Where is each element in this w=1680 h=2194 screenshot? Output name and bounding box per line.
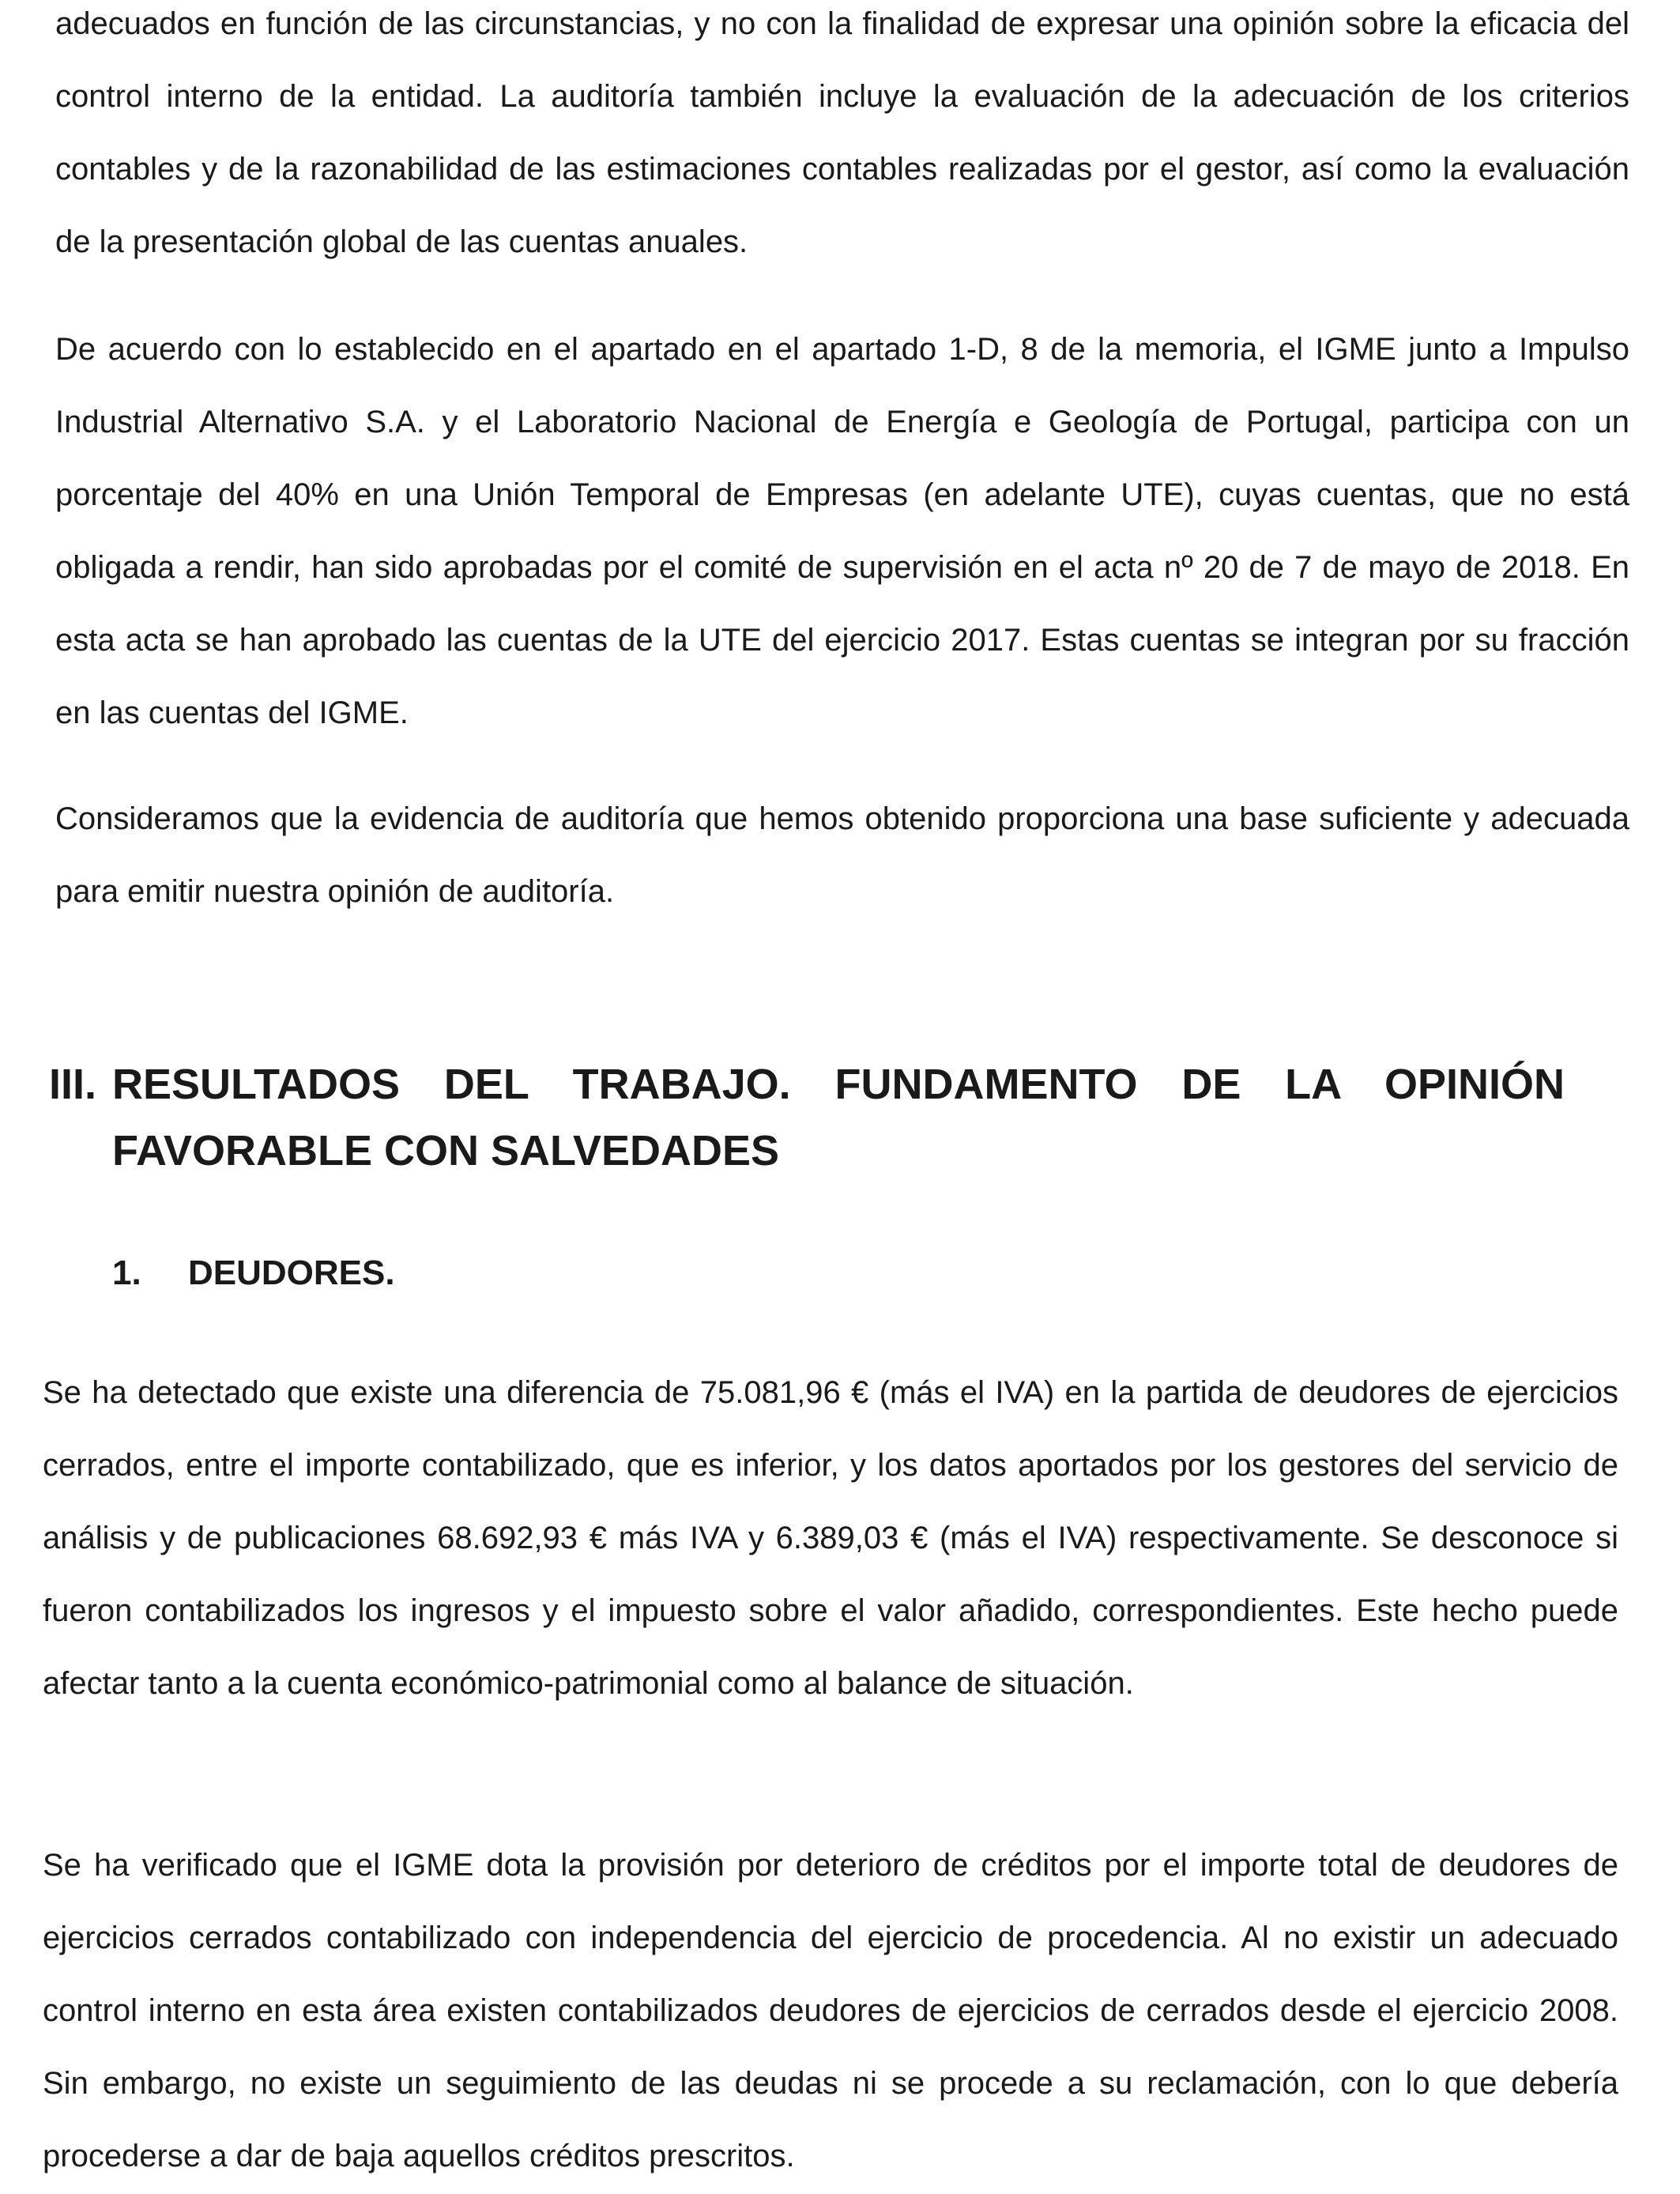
paragraph-deudores-difference: Se ha detectado que existe una diferencia de 75.081,96 € (más el IVA) en la partida de deudores de ejercicios cerrados, entre el importe contabilizado, que es inferior, y los datos aportados por los gestores del servicio de análisis y de publicaciones 68.692,93 € más IVA y 6.389,03 € (más el IVA) respectivamente. Se desconoce si fueron contabilizados los ingresos y el impuesto sobre el valor añadido, correspondientes. Este hecho puede afectar tanto a la cuenta económico-patrimonial como al balance de situación. xyxy=(43,1375,1618,1701)
section-title: RESULTADOS DEL TRABAJO. FUNDAMENTO DE LA OPINIÓN FAVORABLE CON SALVEDADES xyxy=(112,1061,1565,1174)
paragraph-ute: De acuerdo con lo establecido en el apartado en el apartado 1-D, 8 de la memoria, el IGME junto a Impulso Industrial Alternativo S.A. y el Laboratorio Nacional de Energía e Geología de Portugal, participa con un porcentaje del 40% en una Unión Temporal de Empresas (en adelante UTE), cuyas cuentas, que no está obligada a rendir, han sido aprobadas por el comité de supervisión en el acta nº 20 de 7 de mayo de 2018. En esta acta se han aprobado las cuentas de la UTE del ejercicio 2017. Estas cuentas se integran por su fracción en las cuentas del IGME. xyxy=(55,332,1629,730)
subsection-title: DEUDORES. xyxy=(188,1253,395,1292)
subsection-number: 1. xyxy=(112,1253,141,1292)
section-number: III. xyxy=(49,1061,97,1108)
paragraph-evidence: Consideramos que la evidencia de auditoría que hemos obtenido proporciona una base suficiente y adecuada para emitir nuestra opinión de auditoría. xyxy=(55,801,1629,909)
paragraph-deudores-provision: Se ha verificado que el IGME dota la provisión por deterioro de créditos por el importe total de deudores de ejercicios cerrados contabilizado con independencia del ejercicio de procedencia. Al no existir un adecuado control interno en esta área existen contabilizados deudores de ejercicios de cerrados desde el ejercicio 2008. Sin embargo, no existe un seguimiento de las deudas ni se procede a su reclamación, con lo que debería procederse a dar de baja aquellos créditos prescritos. xyxy=(43,1848,1618,2173)
paragraph-audit-scope: adecuados en función de las circunstancias, y no con la finalidad de expresar una opinión sobre la eficacia del control interno de la entidad. La auditoría también incluye la evaluación de la adecuación de los criterios contables y de la razonabilidad de las estimaciones contables realizadas por el gestor, así como la evaluación de la presentación global de las cuentas anuales. xyxy=(55,6,1629,259)
